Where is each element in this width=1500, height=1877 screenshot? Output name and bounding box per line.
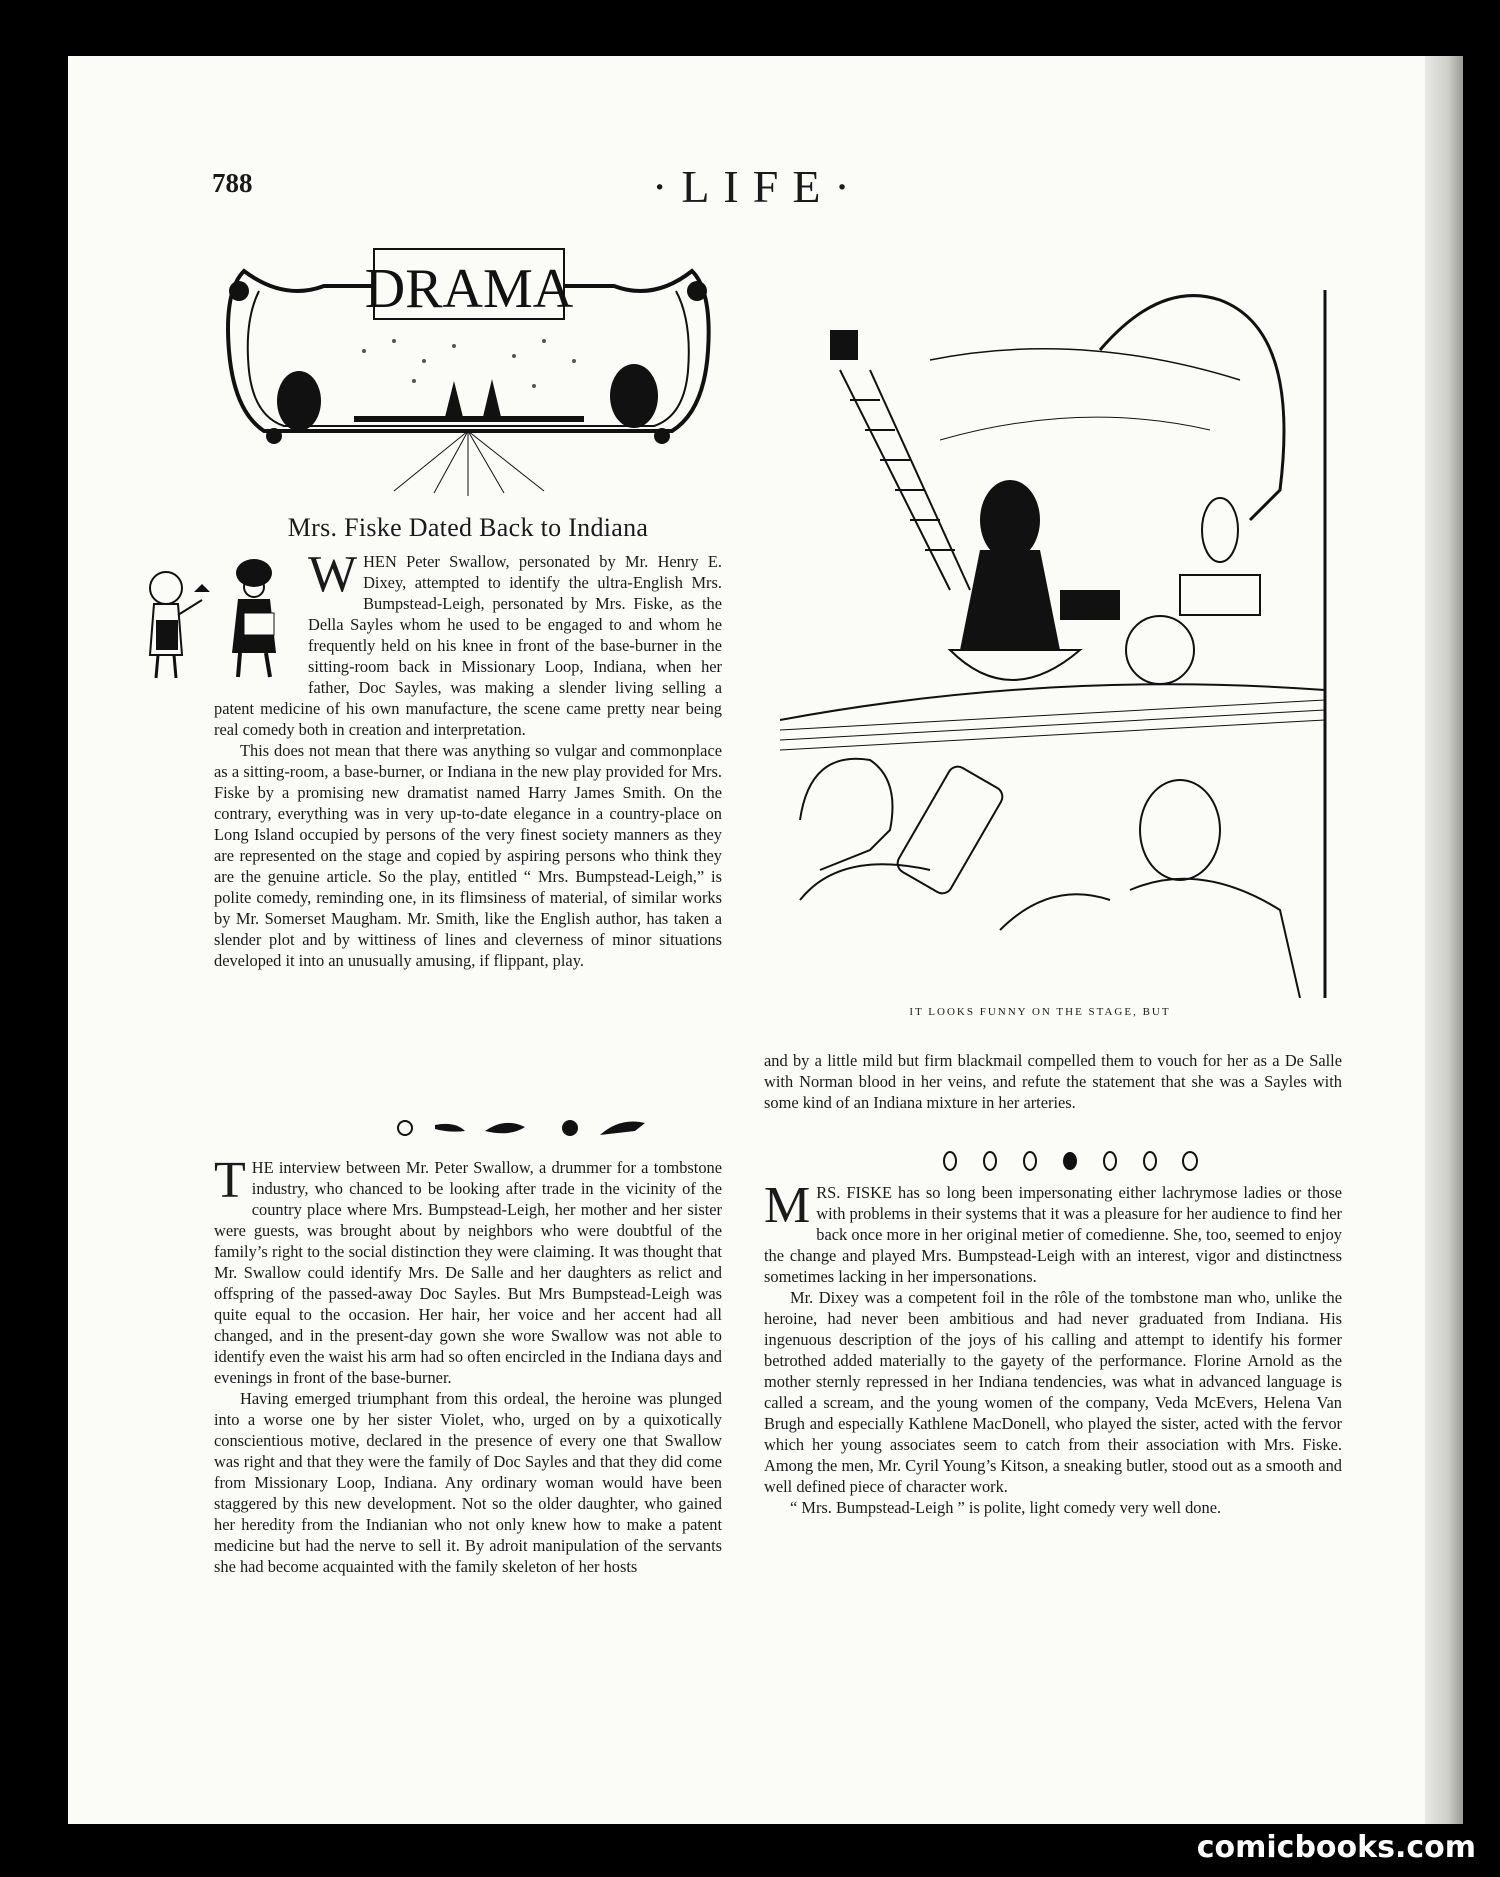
paragraph-6: RS. FISKE has so long been impersonating either lachrymose ladies or those with problems in their systems that it was a pleasure for her audience to find her back once more in her original metier of comedienne. She, too, seemed to enjoy the change and played Mrs. Bumpstead-Leigh with an interest, vigor and distinctness sometimes lacking in her impersonations. bbox=[764, 1183, 1342, 1286]
left-column-lower bbox=[214, 1152, 722, 1577]
article-title: Mrs. Fiske Dated Back to Indiana bbox=[287, 513, 649, 542]
dropcap-t: T bbox=[214, 1152, 246, 1209]
paragraph-8: “ Mrs. Bumpstead-Leigh ” is polite, light comedy very well done. bbox=[790, 1498, 1222, 1517]
paragraph-7: Mr. Dixey was a competent foil in the rôle of the tombstone man who, unlike the heroine, had never been ambitious and had never graduated from Indiana. His ingenuous description of the joys of his calling and attempt to identify his former betrothed added materially to the gayety of the performance. Florine Arnold as the mother sternly repressed in her Indiana tendencies, was what in advanced language is called a scream, and the young women of the company, Veda McEvers, Helena Van Brugh and especially Kathlene MacDonell, who played the sister, acted with the fervor which her young associates seem to catch from their association with Mrs. Fiske. Among the men, Mr. Cyril Young’s Kitson, a sneaking butler, stood out as a smooth and well defined piece of character work. bbox=[764, 1288, 1342, 1496]
left-column bbox=[214, 546, 722, 971]
right-column-lower bbox=[764, 1177, 1342, 1518]
paragraph-2: This does not mean that there was anything so vulgar and commonplace as a sitting-room, a base-burner, or Indiana in the new play provided for Mrs. Fiske by a promising new dramatist named Harry James Smith. On the contrary, everything was in very up-to-date elegance in a country-place on Long Island occupied by persons of the very finest society manners as they are represented on the stage and copied by aspiring persons who think they are the genuine article. So the play, entitled “ Mrs. Bumpstead-Leigh,” is polite comedy, reminding one, in its flimsiness of material, of similar works by Mr. Somerset Maugham. Mr. Smith, like the English author, has taken a slender plot and by wittiness of lines and cleverness of minor situations developed it into an unusually amusing, if flippant, play. bbox=[214, 741, 722, 970]
woman-figure-illustration bbox=[214, 553, 298, 681]
paragraph-4: Having emerged triumphant from this ordeal, the heroine was plunged into a worse one by her sister Violet, who, urged on by a quixotically conscientious motive, declared in the presence of every one that Swallow was right and that they were the family of Doc Sayles and that they did come from Missionary Loop, Indiana. Any ordinary woman would have been staggered by this new development. Not so the older daughter, who gained her heredity from the Indianian who not only knew how to make a patent medicine but had the nerve to sell it. By adroit manipulation of the servants she had become acquainted with the family skeleton of her hosts bbox=[214, 1389, 722, 1576]
banner-label: DRAMA bbox=[364, 258, 574, 320]
page-number: 788 bbox=[212, 168, 253, 198]
ornament-divider-right bbox=[940, 1150, 1210, 1172]
page-gutter bbox=[1425, 56, 1463, 1824]
paragraph-1: HEN Peter Swallow, personated by Mr. Henry E. Dixey, attempted to identify the ultra-English Mrs. Bumpstead-Leigh, personated by Mrs. Fiske, as the Della Sayles whom he used to be engaged to and whom he frequently held on his knee in front of the base-burner in the sitting-room back in Missionary Loop, Indiana, when her father, Doc Sayles, was making a slender living selling a patent medicine of his own manufacture, the scene came pretty near being real comedy both in creation and interpretation. bbox=[214, 552, 722, 739]
right-column bbox=[764, 1050, 1342, 1113]
paragraph-5: and by a little mild but firm blackmail compelled them to vouch for her as a De Salle with Norman blood in her veins, and refute the statement that she was a Sayles with some kind of an Indiana mixture in her arteries. bbox=[764, 1051, 1342, 1112]
ornament-divider-left bbox=[395, 1117, 655, 1139]
illustration-caption: IT LOOKS FUNNY ON THE STAGE, BUT bbox=[909, 1006, 1171, 1018]
masthead: ·LIFE· bbox=[652, 161, 864, 212]
stage-illustration bbox=[780, 290, 1328, 998]
butler-figure-illustration bbox=[142, 560, 214, 685]
dropcap-m: M bbox=[764, 1177, 811, 1234]
site-credit-watermark: comicbooks.com bbox=[1196, 1830, 1476, 1865]
drama-banner bbox=[214, 231, 722, 501]
dropcap-w: W bbox=[308, 546, 358, 603]
page-header bbox=[212, 160, 1312, 220]
paragraph-3: HE interview between Mr. Peter Swallow, a drummer for a tombstone industry, who chanced to be looking after trade in the vicinity of the country place where Mrs. Bumpstead-Leigh, her mother and her sister were guests, was brought about by neighbors who were doubtful of the family’s right to the social distinction they were claiming. It was thought that Mr. Swallow could identify Mrs. De Salle and her daughters as relict and offspring of the passed-away Doc Sayles. But Mrs Bumpstead-Leigh was quite equal to the occasion. Her hair, her voice and her accent had all changed, and in the present-day gown she wore Swallow was not able to identify even the waist his arm had so often encircled in the Indiana days and evenings in front of the base-burner. bbox=[214, 1158, 722, 1387]
